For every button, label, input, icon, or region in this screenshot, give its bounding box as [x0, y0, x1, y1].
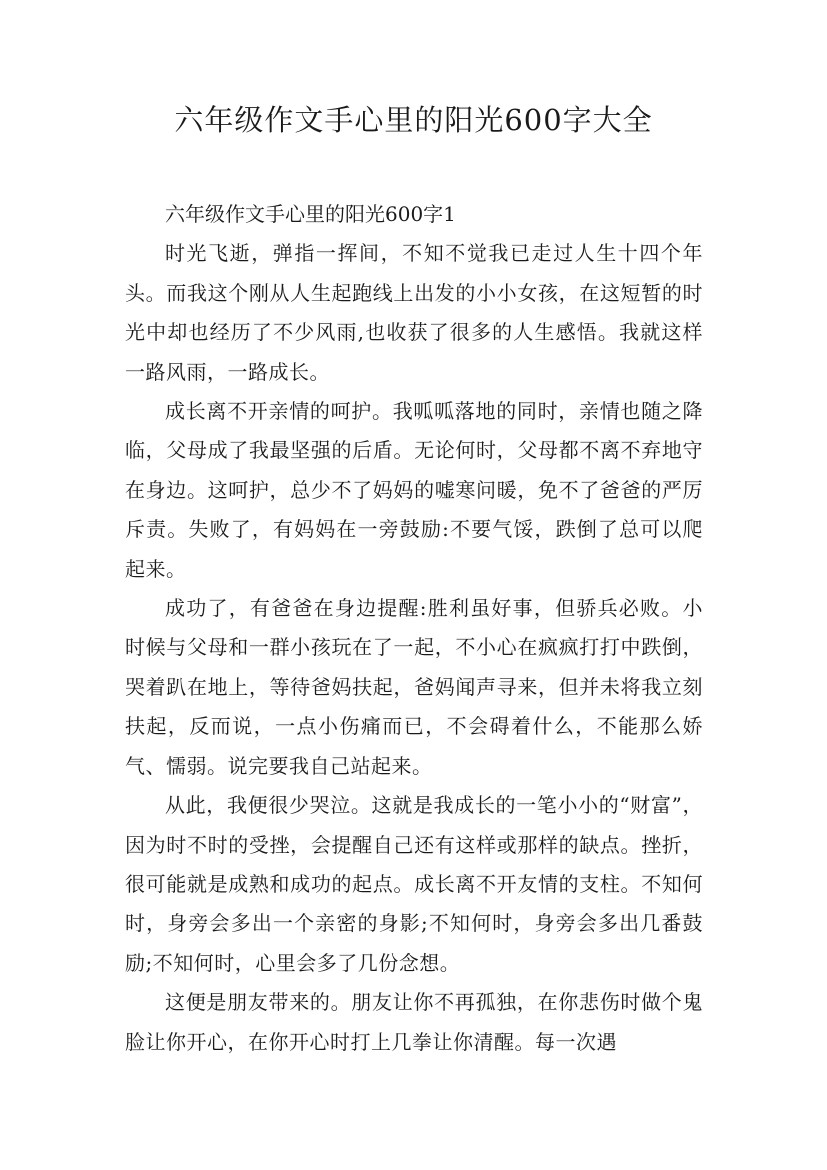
paragraph: 时光飞逝，弹指一挥间，不知不觉我已走过人生十四个年头。而我这个刚从人生起跑线上出发的小小女孩，在这短暂的时光中却也经历了不少风雨,也收获了很多的人生感悟。我就这样一路风雨，一路成长。 — [125, 241, 703, 384]
paragraph: 这便是朋友带来的。朋友让你不再孤独，在你悲伤时做个鬼脸让你开心，在你开心时打上几拳让你清醒。每一次遇 — [125, 990, 703, 1054]
article-subtitle: 六年级作文手心里的阳光600字1 — [165, 202, 456, 226]
paragraph: 从此，我便很少哭泣。这就是我成长的一笔小小的“财富”，因为时不时的受挫，会提醒自己还有这样或那样的缺点。挫折，很可能就是成熟和成功的起点。成长离不开友情的支柱。不知何时，身旁会多出一个亲密的身影;不知何时，身旁会多出几番鼓励;不知何时，心里会多了几份念想。 — [125, 793, 703, 975]
paragraph: 成长离不开亲情的呵护。我呱呱落地的同时，亲情也随之降临，父母成了我最坚强的后盾。无论何时，父母都不离不弃地守在身边。这呵护，总少不了妈妈的嘘寒问暖，免不了爸爸的严厉斥责。失败了，有妈妈在一旁鼓励:不要气馁，跌倒了总可以爬起来。 — [125, 399, 703, 581]
document-body — [125, 195, 703, 1062]
document-title: 六年级作文手心里的阳光600字大全 — [174, 103, 653, 137]
paragraph: 成功了，有爸爸在身边提醒:胜利虽好事，但骄兵必败。小时候与父母和一群小孩玩在了一起，不小心在疯疯打打中跌倒，哭着趴在地上，等待爸妈扶起，爸妈闻声寻来，但并未将我立刻扶起，反而说，一点小伤痛而已，不会碍着什么，不能那么娇气、懦弱。说完要我自己站起来。 — [125, 596, 703, 778]
